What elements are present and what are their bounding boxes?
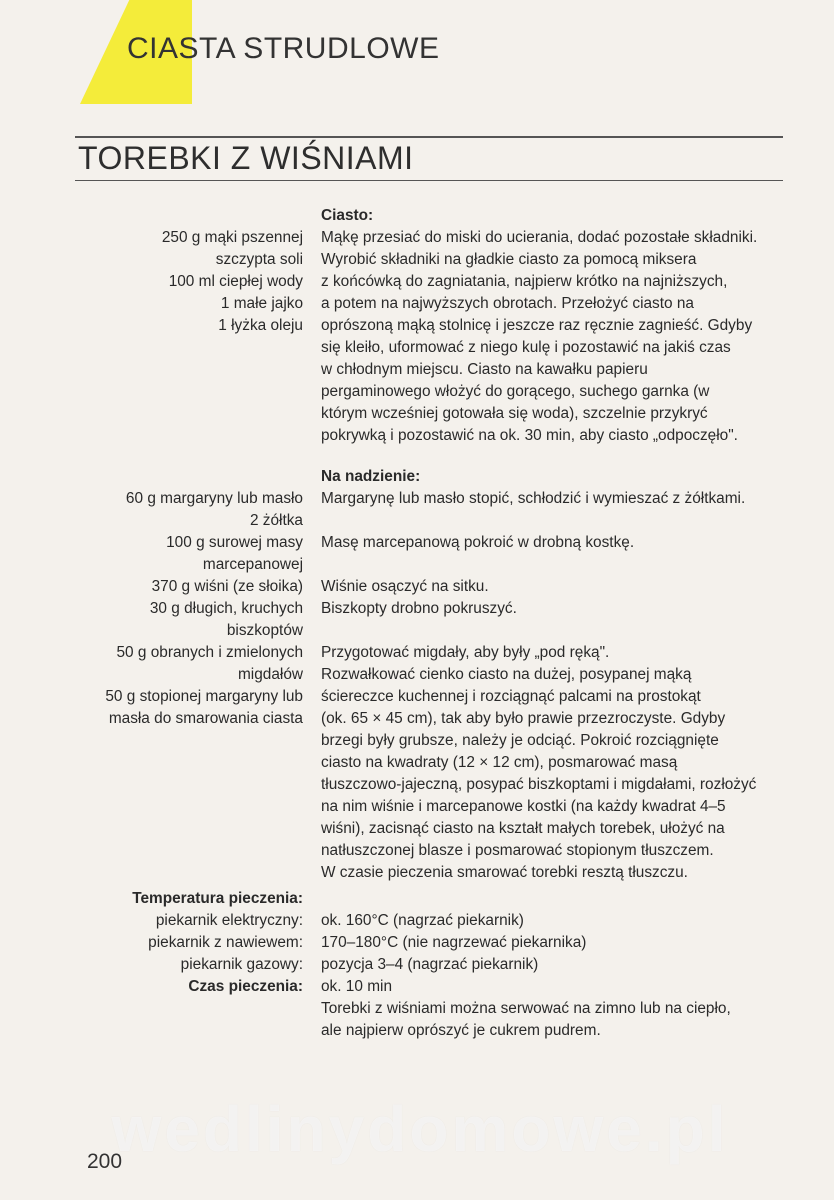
ingredient-line: marcepanowej bbox=[202, 556, 303, 573]
instruction-line: Masę marcepanową pokroić w drobną kostkę. bbox=[321, 534, 635, 551]
nadzienie-heading: Na nadzienie: bbox=[321, 468, 421, 485]
instruction-line: Biszkopty drobno pokruszyć. bbox=[321, 600, 517, 617]
instruction-line: W czasie pieczenia smarować torebki resztą tłuszczu. bbox=[321, 864, 688, 881]
instruction-line: Mąkę przesiać do miski do ucierania, dodać pozostałe składniki. bbox=[321, 229, 758, 246]
instruction-line: Wiśnie osączyć na sitku. bbox=[321, 578, 489, 595]
instruction-line: Rozwałkować cienko ciasto na dużej, posypanej mąką bbox=[321, 666, 692, 683]
ingredient-line: 100 ml ciepłej wody bbox=[168, 273, 303, 290]
section-title: CIASTA STRUDLOWE bbox=[127, 32, 440, 65]
recipe-title: TOREBKI Z WIŚNIAMI bbox=[78, 140, 414, 176]
instruction-line: w chłodnym miejscu. Ciasto na kawałku papieru bbox=[321, 361, 648, 378]
title-bottom-rule bbox=[75, 180, 783, 181]
watermark: wedlinydomowe.pl bbox=[111, 1093, 729, 1165]
instruction-line: tłuszczowo-jajeczną, posypać biszkoptami i migdałami, rozłożyć bbox=[321, 776, 757, 793]
ingredient-line: migdałów bbox=[237, 666, 303, 683]
nadzienie-ingredients bbox=[60, 488, 303, 730]
ingredient-line: 50 g stopionej margaryny lub bbox=[105, 688, 303, 705]
title-top-rule bbox=[75, 136, 783, 138]
ingredient-line: biszkoptów bbox=[226, 622, 303, 639]
instruction-line: pergaminowego włożyć do gorącego, suchego garnka (w bbox=[321, 383, 710, 400]
spacer bbox=[321, 510, 789, 532]
ciasto-instructions bbox=[321, 205, 789, 447]
spacer bbox=[321, 620, 789, 642]
ingredient-line: 250 g mąki pszennej bbox=[161, 229, 303, 246]
serving-line: ale najpierw oprószyć je cukrem pudrem. bbox=[321, 1022, 601, 1039]
ingredient-line: 2 żółtka bbox=[249, 512, 303, 529]
instruction-line: natłuszczonej blasze i posmarować stopionym tłuszczem. bbox=[321, 842, 714, 859]
oven-label-fan: piekarnik z nawiewem: bbox=[148, 934, 303, 951]
baking-time-value: ok. 10 min bbox=[321, 978, 393, 995]
serving-line: Torebki z wiśniami można serwować na zimno lub na ciepło, bbox=[321, 1000, 731, 1017]
instruction-line: pokrywką i pozostawić na ok. 30 min, aby ciasto „odpoczęło". bbox=[321, 427, 738, 444]
instruction-line: którym wcześniej gotowała się woda), szczelnie przykryć bbox=[321, 405, 708, 422]
instruction-line: Margarynę lub masło stopić, schłodzić i wymieszać z żółtkami. bbox=[321, 490, 746, 507]
ciasto-ingredients bbox=[60, 227, 303, 337]
page-number: 200 bbox=[87, 1150, 123, 1173]
instruction-line: Wyrobić składniki na gładkie ciasto za pomocą miksera bbox=[321, 251, 697, 268]
instruction-line: się kleiło, uformować z niego kulę i pozostawić na jakiś czas bbox=[321, 339, 731, 356]
instruction-line: na nim wiśnie i marcepanowe kostki (na każdy kwadrat 4–5 bbox=[321, 798, 726, 815]
spacer bbox=[321, 554, 789, 576]
ingredient-line: 30 g długich, kruchych bbox=[149, 600, 303, 617]
oven-value-electric: ok. 160°C (nagrzać piekarnik) bbox=[321, 912, 524, 929]
temperature-heading: Temperatura pieczenia: bbox=[132, 890, 303, 907]
instruction-line: oprószoną mąką stolnicę i jeszcze raz ręcznie zagnieść. Gdyby bbox=[321, 317, 753, 334]
instruction-line: ciasto na kwadraty (12 × 12 cm), posmarować masą bbox=[321, 754, 678, 771]
instruction-line: (ok. 65 × 45 cm), tak aby było prawie przezroczyste. Gdyby bbox=[321, 710, 726, 727]
ciasto-heading: Ciasto: bbox=[321, 207, 374, 224]
ingredient-line: 1 łyżka oleju bbox=[218, 317, 303, 334]
baking-values bbox=[321, 910, 789, 1042]
ingredient-line: 100 g surowej masy bbox=[166, 534, 303, 551]
oven-value-gas: pozycja 3–4 (nagrzać piekarnik) bbox=[321, 956, 539, 973]
oven-label-electric: piekarnik elektryczny: bbox=[155, 912, 303, 929]
instruction-line: ściereczce kuchennej i rozciągnąć palcami na prostokąt bbox=[321, 688, 701, 705]
ingredient-line: 50 g obranych i zmielonych bbox=[116, 644, 303, 661]
baking-labels bbox=[60, 888, 303, 998]
ingredient-line: 370 g wiśni (ze słoika) bbox=[151, 578, 303, 595]
ingredient-line: masła do smarowania ciasta bbox=[108, 710, 303, 727]
instruction-line: a potem na najwyższych obrotach. Przełożyć ciasto na bbox=[321, 295, 694, 312]
ingredient-line: 1 małe jajko bbox=[220, 295, 303, 312]
instruction-line: brzegi były grubsze, należy je odciąć. Pokroić rozciągnięte bbox=[321, 732, 719, 749]
oven-label-gas: piekarnik gazowy: bbox=[180, 956, 303, 973]
ingredient-line: 60 g margaryny lub masło bbox=[125, 490, 303, 507]
oven-value-fan: 170–180°C (nie nagrzewać piekarnika) bbox=[321, 934, 587, 951]
instruction-line: wiśni), zacisnąć ciasto na kształt małych torebek, ułożyć na bbox=[321, 820, 725, 837]
baking-time-heading: Czas pieczenia: bbox=[188, 978, 303, 995]
instruction-line: Przygotować migdały, aby były „pod ręką". bbox=[321, 644, 610, 661]
ingredient-line: szczypta soli bbox=[215, 251, 303, 268]
nadzienie-instructions bbox=[321, 466, 789, 884]
instruction-line: z końcówką do zagniatania, najpierw krótko na najniższych, bbox=[321, 273, 728, 290]
